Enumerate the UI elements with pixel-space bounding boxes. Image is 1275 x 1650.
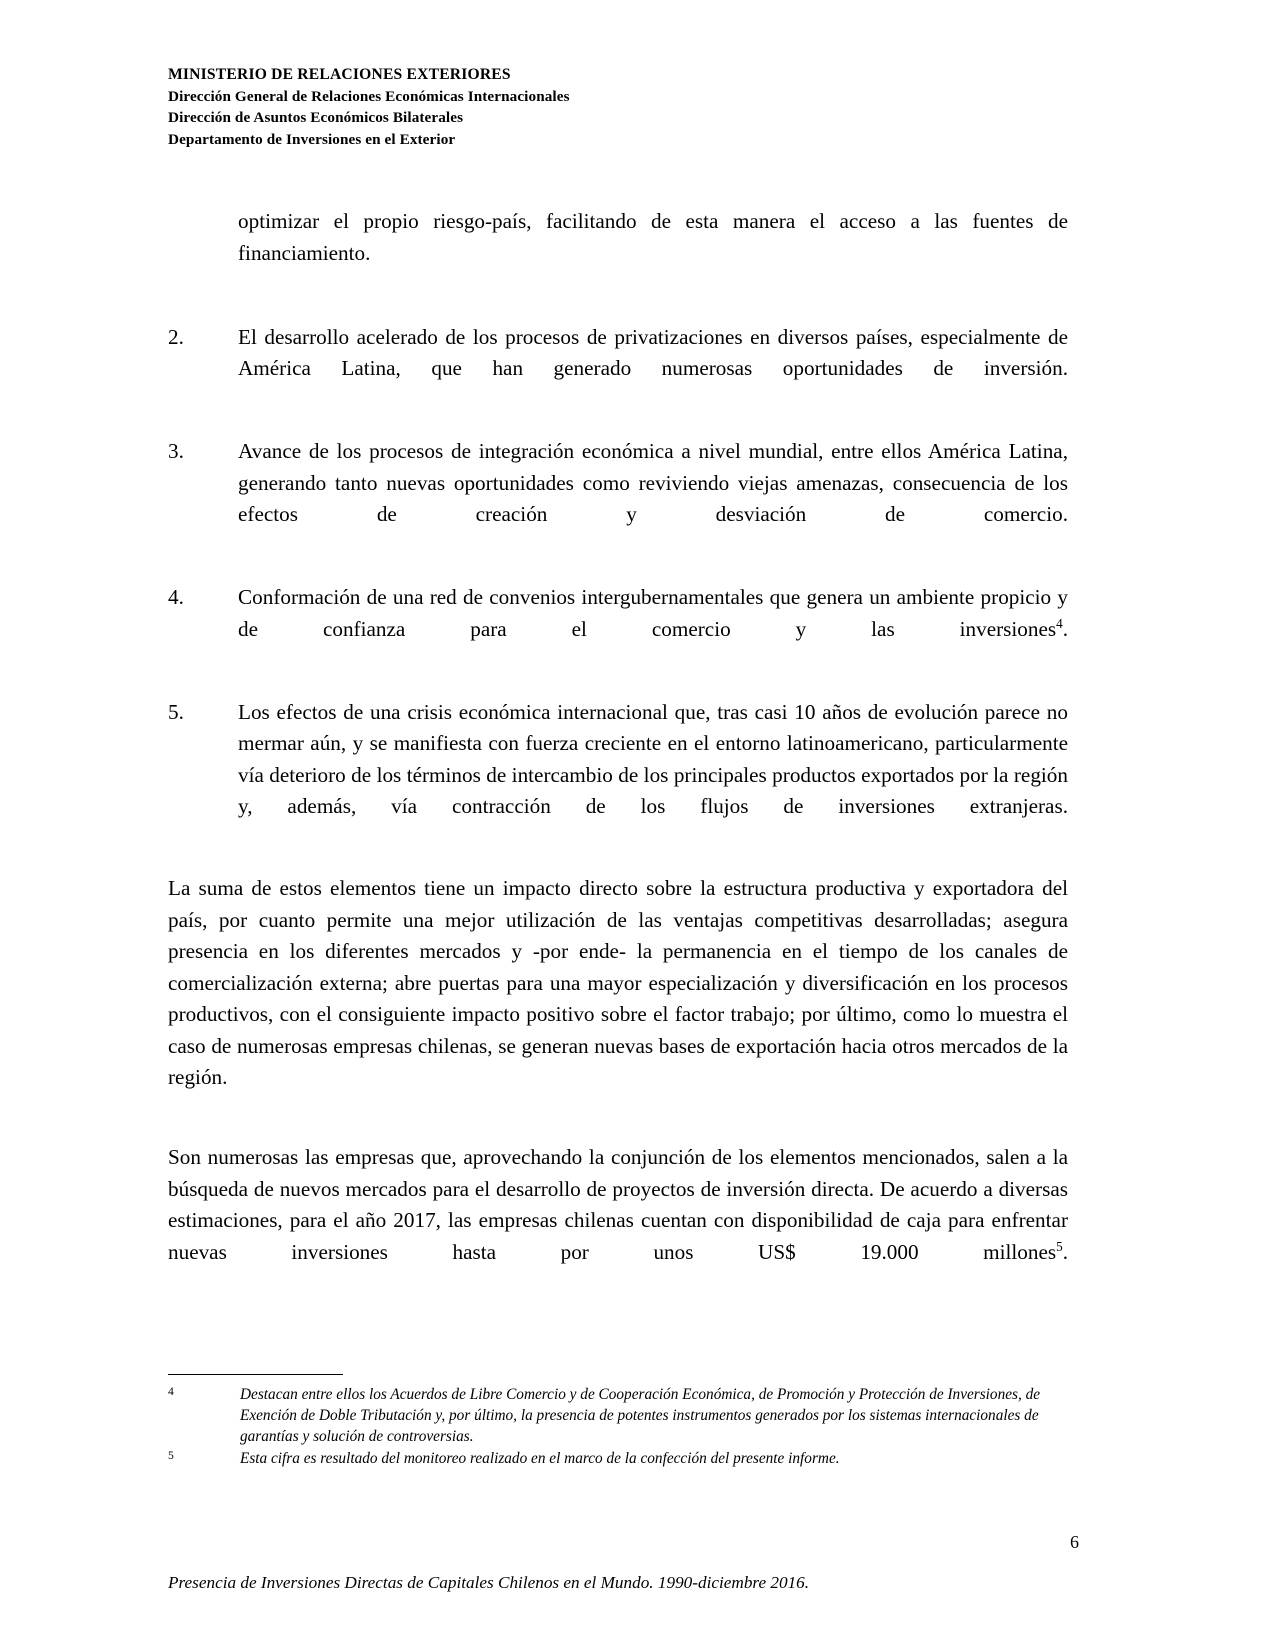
- footnote-area: [168, 1374, 1068, 1470]
- footnote-reference-4[interactable]: 4: [1056, 615, 1063, 631]
- body-paragraph-2-main: Son numerosas las empresas que, aprovechando la conjunción de los elementos mencionados, salen a la búsqueda de nuevos mercados para el desarrollo de proyectos de inversión directa. De acuerdo a diversas estimaciones, para el año 2017, las empresas chilenas cuentan con disponibilidad de caja para enfrentar nuevas inversiones hasta por unos US$ 19.000 millones: [168, 1145, 1068, 1264]
- header-direction-general: Dirección General de Relaciones Económicas Internacionales: [168, 87, 570, 105]
- footnote-marker: 5: [168, 1449, 174, 1462]
- footer-caption: Presencia de Inversiones Directas de Capitales Chilenos en el Mundo. 1990-diciembre 2016.: [168, 1573, 810, 1592]
- list-item-text-tail: .: [1062, 616, 1068, 641]
- footnote-reference-5[interactable]: 5: [1056, 1238, 1063, 1254]
- continuation-paragraph: optimizar el propio riesgo-país, facilitando de esta manera el acceso a las fuentes de financiamiento.: [238, 209, 1068, 265]
- footnote-marker: 4: [168, 1385, 174, 1398]
- body-paragraph-2-tail: .: [1062, 1239, 1068, 1264]
- list-item-text: [238, 582, 1068, 677]
- list-item: [168, 697, 1068, 855]
- list-item-number: 5.: [168, 699, 184, 724]
- header-department: Departamento de Inversiones en el Exterior: [168, 130, 456, 148]
- footnote-text: Destacan entre ellos los Acuerdos de Libre Comercio y de Cooperación Económica, de Promoción y Protección de Inversiones, de Exención de Doble Tributación y, por último, la presencia de potentes instrumentos generados por los sistemas internacionales de garantías y solución de controversias.: [240, 1386, 1041, 1445]
- footnote-entry: [168, 1384, 1068, 1447]
- list-item-text: Avance de los procesos de integración económica a nivel mundial, entre ellos América Latina, generando tanto nuevas oportunidades como reviviendo viejas amenazas, consecuencia de los efectos de creación y desviación de comercio.: [238, 439, 1068, 526]
- list-item-number: 2.: [168, 324, 184, 349]
- header-ministry: MINISTERIO DE RELACIONES EXTERIORES: [168, 66, 511, 83]
- list-item: [168, 582, 1068, 677]
- header-direction-bilateral: Dirección de Asuntos Económicos Bilaterales: [168, 109, 464, 126]
- footnote-entry: [168, 1448, 1068, 1469]
- document-header: [168, 64, 1068, 150]
- list-item: [168, 436, 1068, 562]
- body-paragraph-2: [168, 1142, 1068, 1300]
- list-item: [168, 322, 1068, 417]
- list-item-number: 4.: [168, 585, 184, 609]
- footnote-separator-rule: [168, 1374, 343, 1375]
- list-item-text: El desarrollo acelerado de los procesos de privatizaciones en diversos países, especialmente de América Latina, que han generado numerosas oportunidades de inversión.: [238, 324, 1068, 380]
- footnote-text: Esta cifra es resultado del monitoreo realizado en el marco de la confección del presente informe.: [240, 1450, 840, 1467]
- body-paragraph-1: La suma de estos elementos tiene un impacto directo sobre la estructura productiva y exportadora del país, por cuanto permite una mejor utilización de las ventajas competitivas desarrolladas; asegura presencia en los diferentes mercados y -por ende- la permanencia en el tiempo de los canales de comercialización externa; abre puertas para una mayor especialización y diversificación en los procesos productivos, con el consiguiente impacto positivo sobre el factor trabajo; por último, como lo muestra el caso de numerosas empresas chilenas, se generan nuevas bases de exportación hacia otros mercados de la región.: [168, 876, 1068, 1089]
- document-body: [168, 206, 1068, 1317]
- list-item-number: 3.: [168, 439, 184, 463]
- list-item-text: Los efectos de una crisis económica internacional que, tras casi 10 años de evolución parece no mermar aún, y se manifiesta con fuerza creciente en el entorno latinoamericano, particularmente vía deterioro de los términos de intercambio de los principales productos exportados por la región y, además, vía contracción de los flujos de inversiones extranjeras.: [238, 699, 1068, 818]
- page-number: 6: [1070, 1532, 1079, 1552]
- list-item-text-main: Conformación de una red de convenios intergubernamentales que genera un ambiente propicio y de confianza para el comercio y las inversiones: [238, 585, 1068, 641]
